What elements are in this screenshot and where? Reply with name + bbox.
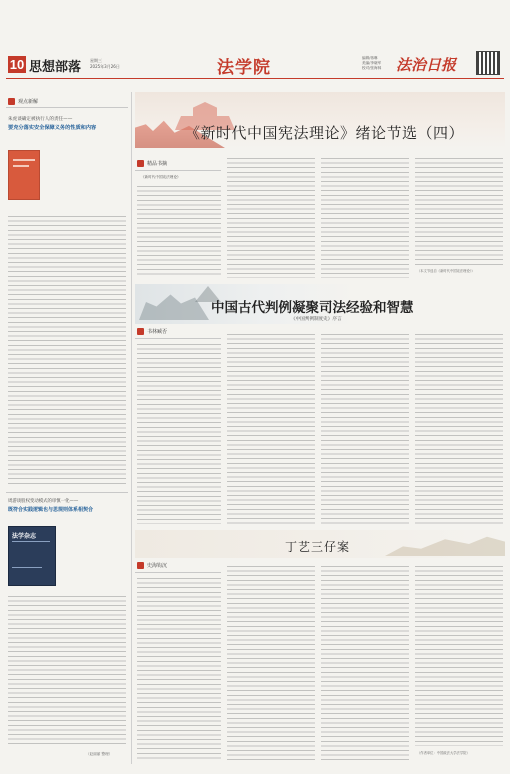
article-title <box>8 116 128 131</box>
divider <box>135 338 221 339</box>
article-body <box>137 578 221 760</box>
column-separator <box>131 92 132 764</box>
article-main-title: 丁艺三仔案 <box>285 540 351 554</box>
header-rule <box>6 78 504 79</box>
column-tag-icon <box>137 160 144 167</box>
article-body <box>137 344 221 524</box>
date-line-1: 星期三 <box>90 58 102 63</box>
footer-note: （作者单位：中国政法大学法学院） <box>417 751 470 755</box>
divider <box>6 107 128 108</box>
book-cover-title: 法学杂志 <box>12 533 37 540</box>
article-body <box>415 566 503 746</box>
page-number: 10 <box>9 57 25 72</box>
article-main-title: 中国古代判例凝聚司法经验和智慧 <box>211 300 414 316</box>
left-column <box>6 92 128 764</box>
article-body <box>415 334 503 524</box>
article-body <box>8 216 126 484</box>
qr-code-icon <box>477 52 499 74</box>
editor-list <box>362 56 381 71</box>
title-line: 要充分落实安全保障义务的性质和内容 <box>8 125 97 131</box>
column-tag-label: 观点新解 <box>18 99 39 105</box>
article-body <box>321 566 409 760</box>
article-body <box>227 566 315 760</box>
divider <box>135 170 221 171</box>
editor-line: 美编/李晓军 <box>362 61 382 65</box>
date-line-2: 2025年3月26日 <box>90 64 120 69</box>
title-line: 既符合实践逻辑也与思规则体系相契合 <box>8 507 94 513</box>
divider <box>135 572 221 573</box>
editor-line: 编辑/蒋琳 <box>362 56 378 60</box>
book-line: 《新时代中国宪法理论》 <box>141 175 181 179</box>
article-main-title: 《新时代中国宪法理论》绪论节选（四） <box>185 124 465 142</box>
page-header <box>0 44 510 86</box>
article-body <box>227 158 315 278</box>
title-line: 朱虎谈确定被执行人的责任—— <box>8 117 73 122</box>
article-image <box>8 150 40 200</box>
title-line: 周游谈股权变动模式的审慎一化—— <box>8 499 79 504</box>
article-body <box>137 186 221 276</box>
mid-article <box>135 284 505 528</box>
article-title <box>8 498 128 513</box>
divider <box>6 492 128 493</box>
column-tag-icon <box>137 562 144 569</box>
left-footer: （赵丽丽 整理） <box>86 752 113 756</box>
article-body <box>227 334 315 524</box>
article-body <box>415 158 503 266</box>
column-tag-label: 精品书摘 <box>147 161 168 167</box>
editor-line: 校对/张海林 <box>362 66 382 70</box>
center-title: 法学院 <box>217 58 271 78</box>
article-subtitle: 《中国判例制度史》序言 <box>291 317 342 322</box>
column-tag-icon <box>137 328 144 335</box>
source-note: （本文节选自《新时代中国宪法理论》） <box>417 269 475 273</box>
article-body <box>321 334 409 524</box>
article-body <box>321 158 409 278</box>
column-tag-icon <box>8 98 15 105</box>
top-article <box>135 92 505 282</box>
column-tag-label: 书林臧否 <box>147 329 168 335</box>
book-cover <box>8 526 56 586</box>
column-tag-label: 史海钩沉 <box>147 563 168 569</box>
masthead-logo: 法治日报 <box>396 56 457 74</box>
bottom-article <box>135 530 505 766</box>
article-body <box>8 596 126 746</box>
page-section: 思想部落 <box>29 60 82 75</box>
